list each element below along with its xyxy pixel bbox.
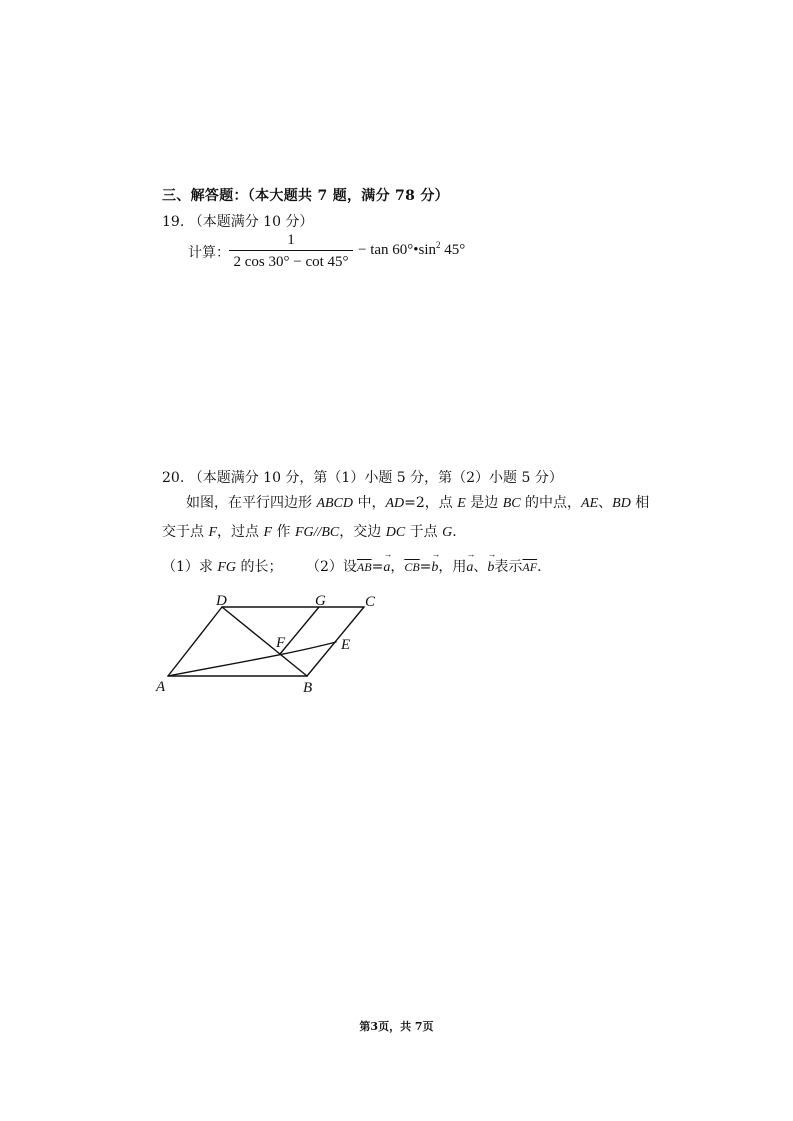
vector-b: → b [431,560,438,576]
q20-text: 是边 [465,495,503,511]
q20-paragraph-1 [186,492,649,512]
q20-math: BD [612,496,631,511]
vector-cb: $\overline{CB}$ [404,560,420,574]
q20-text: 如图，在平行四边形 [186,495,317,511]
vector-a: → a [383,560,390,576]
point-e-label: E [341,637,351,653]
q19-rest-a: − tan 60°•sin [358,242,437,258]
q20-text: 、 [473,559,488,575]
point-d-label: D [216,593,227,609]
q20-text: （2）设 [306,559,357,575]
fraction-bar [229,250,353,251]
q19-header: 19. （本题满分 10 分） [162,214,314,230]
q20-text: ，交边 [339,524,386,540]
q19-expression-rest [358,240,465,259]
point-g-label: G [315,593,326,609]
vector-af: $\overline{AF}$ [522,560,538,574]
q20-text: 相 [630,495,650,511]
segment-bd [222,607,307,676]
q20-math: F [208,525,218,540]
page-footer: 第3页，共 7页 [359,1020,434,1033]
q20-header: 20. （本题满分 10 分，第（1）小题 5 分，第（2）小题 5 分） [162,470,563,486]
vector-ab: $\overline{AB}$ [356,560,372,574]
q20-text: 的长； [236,559,283,575]
vector-a: → a [466,560,473,576]
q20-math: G [442,525,453,540]
q19-numerator: 1 [287,232,295,248]
parallelogram-figure [150,590,400,700]
q20-text: （1）求 [162,559,218,575]
q20-text: ，用 [438,559,467,575]
q20-text: ， [390,559,405,575]
vector-b: → b [487,560,494,576]
point-f-label: F [276,635,286,651]
q20-math: AE [581,496,599,511]
q19-fraction [229,231,353,271]
q20-text: 作 [272,524,295,540]
section-title: 三、解答题：（本大题共 7 题，满分 78 分） [162,188,449,204]
q20-math: FG [217,560,237,575]
q20-paragraph-2 [162,521,457,541]
q20-math: AD [385,496,405,511]
q19-exponent: 2 [436,240,441,250]
q20-text: . [452,524,457,540]
q20-math: DC [385,525,406,540]
q20-math: BC [502,496,521,511]
point-b-label: B [303,680,313,696]
parallelogram-diagram [150,590,400,700]
q20-math: ABCD [316,496,354,511]
q19-denominator: 2 cos 30° − cot 45° [233,254,349,270]
q20-text: 表示 [494,559,523,575]
q20-text: 交于点 [162,524,209,540]
q20-text: 于点 [405,524,443,540]
q20-math: E [457,496,466,511]
q20-subquestion-2 [306,556,542,576]
q19-calc-label: 计算： [188,245,230,261]
q20-math: F [263,525,273,540]
q20-text: 中， [353,495,386,511]
q20-text: 的中点， [520,495,582,511]
point-a-label: A [156,679,166,695]
q20-text: = [371,559,384,575]
q20-text: =2，点 [404,495,458,511]
segment-da [168,607,222,676]
q20-text: = [419,559,432,575]
q20-subquestion-1 [162,556,282,576]
q20-text: ，过点 [217,524,264,540]
point-c-label: C [365,594,376,610]
q20-text: 、 [598,495,613,511]
q20-math: FG//BC [294,525,340,540]
q20-text: . [537,559,542,575]
q19-rest-b: 45° [440,242,466,258]
